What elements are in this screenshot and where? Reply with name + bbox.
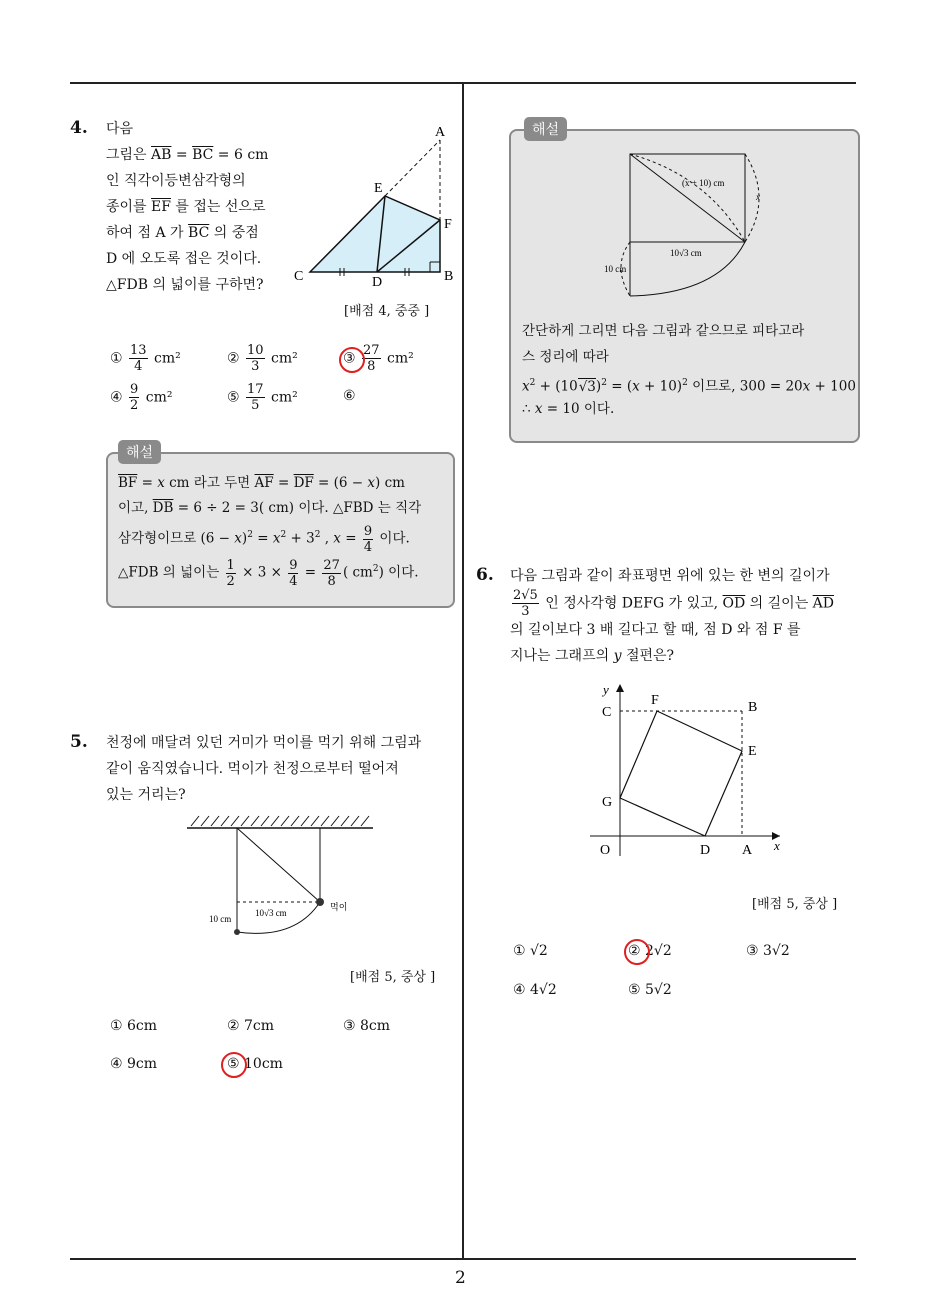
q4-solution-line1: $\overline{BF} = x$ cm 라고 두면 $\overline{AF} = \overline{DF} = (6 - x)$ cm [118,475,405,491]
q4-line4: 종이를 $\overline{EF}$ 를 접는 선으로 [106,199,266,215]
q4-solution-line3: 삼각형이므로 $(6 - x)^2 = x^2 + 3^2$ , x = $\frac{9}{4}$ 이다. [118,523,410,555]
q4-line3: 인 직각이등변삼각형의 [106,173,246,189]
q5-solution-line4: ∴ x = 10 이다. [522,401,615,417]
q5-line2: 같이 움직였습니다. 먹이가 천정으로부터 떨어져 [106,761,399,777]
q4-option-5[interactable]: ⑤ $\frac{17}{5}$ cm² [227,382,298,413]
q5-solution-line1: 간단하게 그리면 다음 그림과 같으므로 피타고라 [522,323,805,339]
bottom-rule [70,1258,856,1260]
q5-solution-figure [598,146,778,306]
q6-score-tag: [배점 5, 중상 ] [752,897,838,912]
q6-option-1[interactable]: ① √2 [513,943,548,959]
q4-label-D: D [372,275,383,287]
q5-line3: 있는 거리는? [106,787,186,803]
q4-line7: △FDB 의 넓이를 구하면? [106,277,264,293]
q6-coordinate-figure [590,680,800,860]
q4-option-1[interactable]: ① $\frac{13}{4}$ cm² [110,343,181,374]
q4-label-E: E [374,181,383,196]
q5-solution-line3: $x^2 + (10√3)^2 = (x + 10)^2$ 이므로, 300 = 20x + 100 [522,378,856,395]
page-number: 2 [455,1268,466,1288]
q4-option-3[interactable]: ③ $\frac{27}{8}$ cm² [343,343,414,374]
q4-label-A: A [435,125,446,140]
q5-option-3[interactable]: ③ 8cm [343,1018,391,1034]
q4-option-2[interactable]: ② $\frac{10}{3}$ cm² [227,343,298,374]
q6-label-F: F [651,693,659,708]
q5-line1: 천정에 매달려 있던 거미가 먹이를 먹기 위해 그림과 [106,735,422,751]
q5-label-10cm: 10 cm [209,914,232,924]
q5-sol-label-x10: (x + 10) cm [682,178,725,188]
q5-sol-label-root: 10√3 cm [670,248,702,258]
q5-answer-circle [221,1052,247,1078]
q6-frac-num: 2√5 [513,588,538,603]
q4-line5: 하여 점 A 가 $\overline{BC}$ 의 중점 [106,225,259,241]
q4-answer-circle [339,347,365,373]
q6-label-A: A [742,843,753,858]
q6-label-C: C [602,705,612,720]
q6-option-3[interactable]: ③ 3√2 [746,943,790,959]
q6-label-G: G [602,795,613,810]
q4-option-4[interactable]: ④ $\frac{9}{2}$ cm² [110,382,173,413]
q5-solution-line2: 스 정리에 따라 [522,349,609,365]
q5-solution-tab: 해설 [524,117,567,141]
q6-line1: 다음 그림과 같이 좌표평면 위에 있는 한 변의 길이가 [510,568,830,584]
q6-line3: 의 길이보다 3 배 길다고 할 때, 점 D 와 점 F 를 [510,622,801,638]
q6-line2: $\frac{2√5}{3}$ 인 정사각형 DEFG 가 있고, $\overline{OD}$ 의 길이는 $\overline{AD}$ [513,588,835,619]
q4-line1: 다음 [106,121,134,137]
q5-option-2[interactable]: ② 7cm [227,1018,275,1034]
q6-label-x: x [774,838,780,853]
q5-label-food: 먹이 [330,903,348,913]
q6-line4: 지나는 그래프의 y 절편은? [510,648,675,664]
q6-answer-circle [624,939,650,965]
q4-number: 4. [70,118,88,138]
q4-line6: D 에 오도록 접은 것이다. [106,251,262,267]
q4-line2: 그림은 $\overline{AB} = \overline{BC} = 6$ cm [106,147,269,163]
q6-option-5[interactable]: ⑤ 5√2 [628,982,672,998]
q5-label-root: 10√3 cm [255,908,287,918]
q4-score-tag: [배점 4, 중중 ] [344,304,430,319]
q6-label-O: O [600,843,611,858]
q6-option-2[interactable]: ② 2√2 [628,943,672,959]
q4-option-6[interactable]: ⑥ [343,388,356,404]
q6-label-y: y [603,682,609,697]
q5-option-5[interactable]: ⑤ 10cm [227,1056,283,1072]
q5-number: 5. [70,732,88,752]
q4-label-C: C [294,269,304,284]
q5-score-tag: [배점 5, 중상 ] [350,970,436,985]
q6-label-D: D [700,843,711,858]
q5-sol-label-10cm: 10 cm [604,264,627,274]
q6-option-4[interactable]: ④ 4√2 [513,982,557,998]
q4-label-F: F [444,217,452,232]
q6-frac-den: 3 [521,604,530,619]
q4-triangle-figure [290,122,465,287]
q6-number: 6. [476,565,494,585]
q4-label-B: B [444,269,454,284]
q5-option-4[interactable]: ④ 9cm [110,1056,158,1072]
q4-solution-line2: 이고, $\overline{DB} = 6 \div 2 = 3$( cm) 이다. △FBD 는 직각 [118,500,422,516]
q6-label-E: E [748,744,757,759]
q4-solution-line4: △FDB 의 넓이는 $\frac{1}{2}$ × 3 × $\frac{9}{4}$ = $\frac{27}{8}$ ( $cm^2$) 이다. [118,557,419,589]
q5-option-1[interactable]: ① 6cm [110,1018,158,1034]
q5-spider-figure [185,812,385,942]
q6-label-B: B [748,700,758,715]
q5-sol-label-x: x [756,192,760,202]
q4-solution-tab: 해설 [118,440,161,464]
